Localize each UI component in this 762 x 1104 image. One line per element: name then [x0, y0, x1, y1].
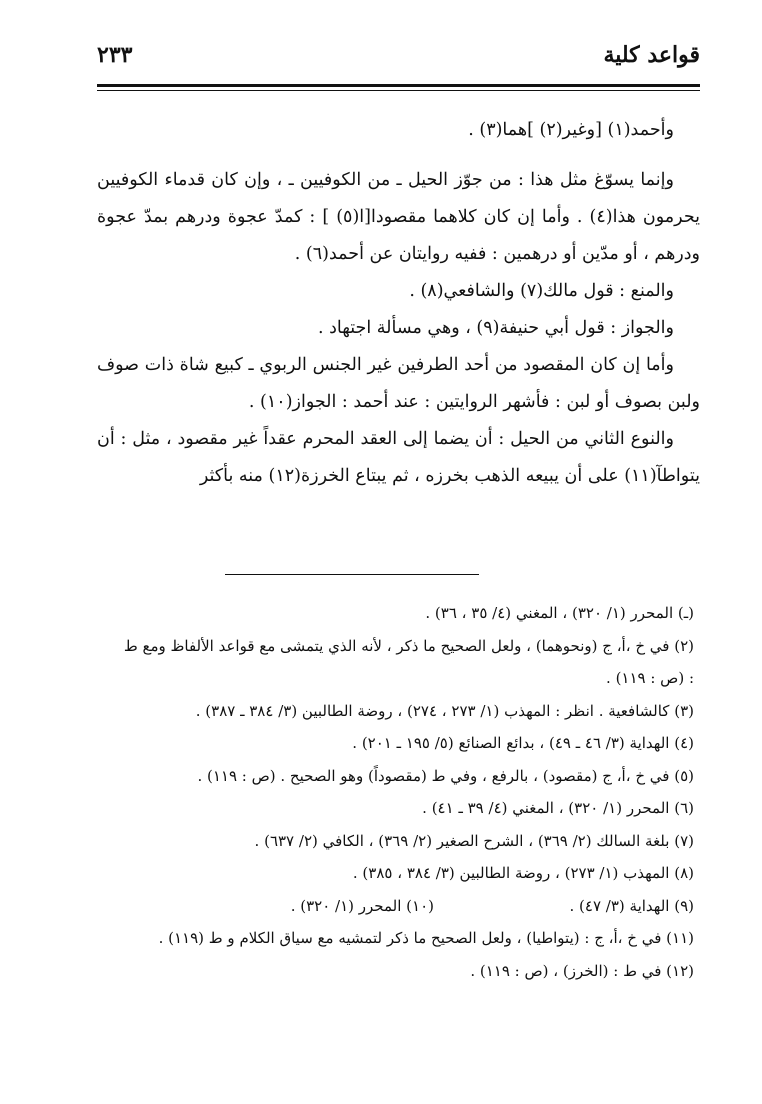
main-text [97, 112, 700, 495]
footnote: (٣) كالشافعية . انظر : المهذب (١/ ٢٧٣ ، ٢٧٤) ، روضة الطالبين (٣/ ٣٨٤ ـ ٣٨٧) . [195, 701, 694, 720]
footnote: (١٢) في ط : (الخرز) ، (ص : ١١٩) . [470, 961, 694, 980]
paragraph: والنوع الثاني من الحيل : أن يضما إلى العقد المحرم عقداً غير مقصود ، مثل : أن يتواطآ(١١) على أن يبيعه الذهب بخرزه ، ثم يبتاع الخرزة(١٢) منه بأكثر [97, 429, 700, 486]
page-number: ٢٣٣ [97, 42, 133, 68]
footnote: (٧) بلغة السالك (٢/ ٣٦٩) ، الشرح الصغير (٢/ ٣٦٩) ، الكافي (٢/ ٦٣٧) . [254, 831, 694, 850]
footnote: (١١) في خ ،أ، ج : (يتواطيا) ، ولعل الصحيح ما ذكر لتمشيه مع سياق الكلام و ط (١١٩) . [158, 929, 694, 947]
footnote: (٩) الهداية (٣/ ٤٧) . [569, 896, 694, 915]
footnote: (٢) في خ ،أ، ج (ونحوهما) ، ولعل الصحيح ما ذكر ، لأنه الذي يتمشى مع قواعد الألفاظ ومع ط : (ص : ١١٩) . [123, 636, 694, 687]
paragraph: والجواز : قول أبي حنيفة(٩) ، وهي مسألة اجتهاد . [317, 318, 674, 338]
paragraph: وأحمد(١) [وغير(٢) ]هما(٣) . [468, 120, 674, 140]
paragraph: والمنع : قول مالك(٧) والشافعي(٨) . [409, 281, 674, 301]
header-rule-thick [97, 84, 700, 87]
running-title: قواعد كلية [603, 42, 700, 68]
footnote: (٥) في خ ،أ، ج (مقصود) ، بالرفع ، وفي ط (مقصوداً) وهو الصحيح . (ص : ١١٩) . [197, 766, 694, 785]
footnotes [120, 597, 694, 987]
footnote: (ـ) المحرر (١/ ٣٢٠) ، المغني (٤/ ٣٥ ، ٣٦) . [425, 604, 694, 622]
footnote: (٤) الهداية (٣/ ٤٦ ـ ٤٩) ، بدائع الصنائع (٥/ ١٩٥ ـ ٢٠١) . [352, 734, 694, 752]
page-header [97, 38, 700, 78]
header-rule-thin [97, 90, 700, 91]
paragraph: وأما إن كان المقصود من أحد الطرفين غير الجنس الربوي ـ كبيع شاة ذات صوف ولبن بصوف أو لبن : فأشهر الروايتين : عند أحمد : الجواز(١٠) . [97, 355, 700, 412]
footnote: (١٠) المحرر (١/ ٣٢٠) . [290, 896, 434, 915]
footnote-pair [120, 890, 694, 923]
footnote: (٨) المهذب (١/ ٢٧٣) ، روضة الطالبين (٣/ ٣٨٤ ، ٣٨٥) . [352, 864, 694, 882]
paragraph: وإنما يسوّغ مثل هذا : من جوّز الحيل ـ من الكوفيين ـ ، وإن كان قدماء الكوفيين يحرمون هذا(٤) . وأما إن كان كلاهما مقصودا[ا(٥) ] : كمدّ عجوة ودرهم بمدّ عجوة ودرهم ، أو مدّين أو درهمين : ففيه روايتان عن أحمد(٦) . [97, 170, 700, 264]
footnote: (٦) المحرر (١/ ٣٢٠) ، المغني (٤/ ٣٩ ـ ٤١) . [422, 799, 694, 817]
footnote-separator [225, 574, 479, 575]
